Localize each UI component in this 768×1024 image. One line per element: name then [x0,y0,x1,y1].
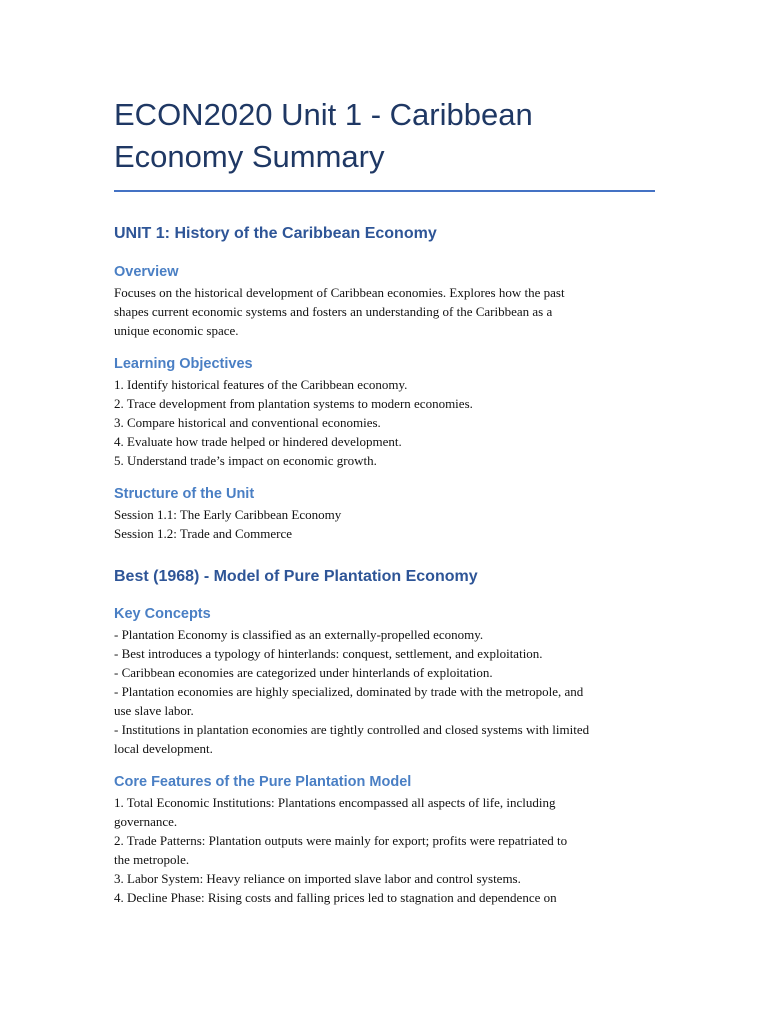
objective-item: 4. Evaluate how trade helped or hindered development. [114,434,402,449]
unit-heading: UNIT 1: History of the Caribbean Economy [114,225,437,242]
feature-line: governance. [114,814,178,829]
concept-line: - Plantation Economy is classified as an externally-propelled economy. [114,627,484,642]
session-item: Session 1.2: Trade and Commerce [114,526,293,541]
concept-line: local development. [114,741,213,756]
feature-line: 3. Labor System: Heavy reliance on imported slave labor and control systems. [114,871,521,886]
overview-paragraph [114,283,654,340]
title-divider [114,190,655,192]
concept-line: use slave labor. [114,703,194,718]
best-model-heading: Best (1968) - Model of Pure Plantation Economy [114,568,478,585]
concept-line: - Institutions in plantation economies are tightly controlled and closed systems with limited [114,722,590,737]
key-concepts-list [114,625,654,758]
document-page [114,94,654,907]
overview-line: shapes current economic systems and fosters an understanding of the Caribbean as a [114,304,553,319]
objective-item: 5. Understand trade’s impact on economic growth. [114,453,377,468]
core-features-list [114,793,654,907]
objective-item: 2. Trace development from plantation systems to modern economies. [114,396,473,411]
feature-line: 1. Total Economic Institutions: Plantations encompassed all aspects of life, including [114,795,556,810]
objective-item: 3. Compare historical and conventional economies. [114,415,381,430]
learning-objectives-list [114,375,654,470]
concept-line: - Best introduces a typology of hinterlands: conquest, settlement, and exploitation. [114,646,543,661]
feature-line: the metropole. [114,852,190,867]
overview-line: unique economic space. [114,323,239,338]
core-features-heading: Core Features of the Pure Plantation Model [114,774,412,790]
structure-heading: Structure of the Unit [114,486,255,502]
document-title: ECON2020 Unit 1 - Caribbean Economy Summary [114,97,533,174]
concept-line: - Caribbean economies are categorized under hinterlands of exploitation. [114,665,493,680]
objective-item: 1. Identify historical features of the Caribbean economy. [114,377,408,392]
learning-objectives-heading: Learning Objectives [114,356,253,372]
feature-line: 2. Trade Patterns: Plantation outputs were mainly for export; profits were repatriated to [114,833,568,848]
feature-line: 4. Decline Phase: Rising costs and falling prices led to stagnation and dependence on [114,890,557,905]
session-item: Session 1.1: The Early Caribbean Economy [114,507,342,522]
overview-heading: Overview [114,264,179,280]
overview-line: Focuses on the historical development of Caribbean economies. Explores how the past [114,285,565,300]
concept-line: - Plantation economies are highly specialized, dominated by trade with the metropole, and [114,684,584,699]
structure-list [114,505,654,543]
key-concepts-heading: Key Concepts [114,606,211,622]
